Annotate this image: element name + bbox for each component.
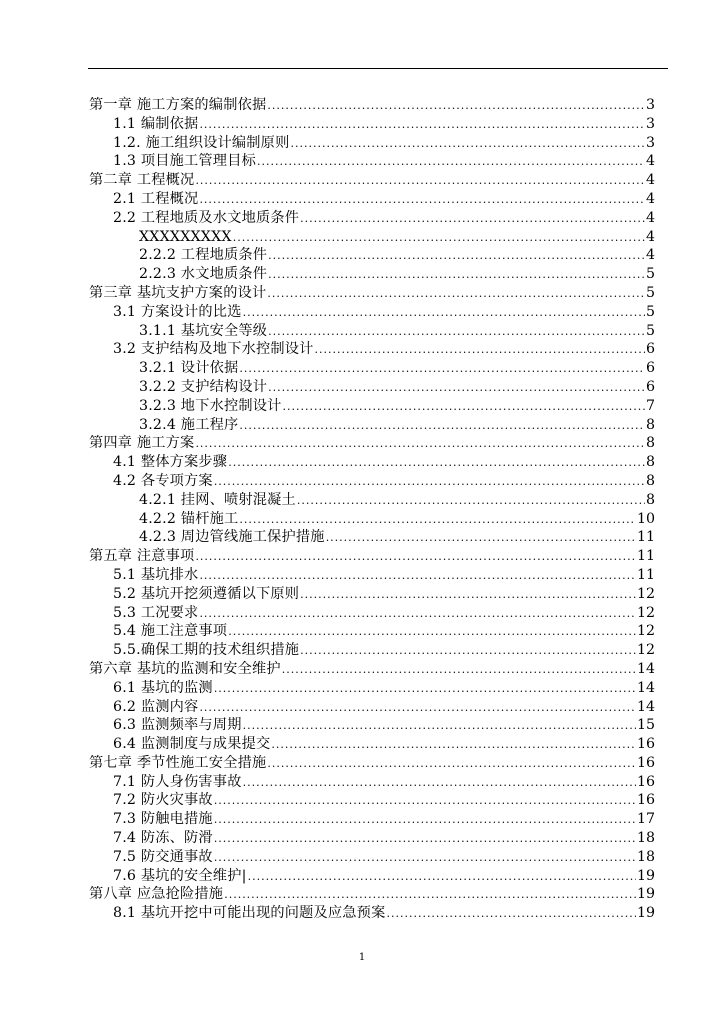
toc-entry-page: 12 <box>636 623 655 640</box>
toc-entry[interactable] <box>89 829 655 848</box>
page-number: 1 <box>358 952 366 963</box>
toc-entry-page: 4 <box>645 172 655 189</box>
toc-entry[interactable] <box>89 378 655 397</box>
toc-entry-title: 4.2.3 周边管线施工保护措施 <box>139 529 325 546</box>
toc-dot-leader <box>282 661 636 680</box>
toc-dot-leader <box>243 717 636 736</box>
toc-dot-leader <box>195 172 645 191</box>
toc-entry-page: 16 <box>636 792 655 809</box>
toc-entry[interactable] <box>89 622 655 641</box>
toc-entry-title: 6.3 监测频率与周期 <box>113 717 242 734</box>
toc-entry-page: 4 <box>645 209 655 226</box>
toc-entry-title: 2.2 工程地质及水文地质条件 <box>113 209 300 226</box>
toc-entry-title: 7.5 防交通事故 <box>113 848 213 865</box>
toc-entry[interactable] <box>89 848 655 867</box>
toc-entry-page: 8 <box>645 416 655 433</box>
toc-dot-leader <box>267 755 636 774</box>
toc-entry[interactable] <box>89 510 655 529</box>
toc-entry-title: 1.1 编制依据 <box>113 115 199 132</box>
toc-entry-title: 5.4 施工注意事项 <box>113 623 228 640</box>
toc-dot-leader <box>214 849 636 868</box>
toc-entry-title: 第二章 工程概况 <box>89 172 195 189</box>
toc-entry-page: 12 <box>636 642 655 659</box>
toc-entry[interactable] <box>89 773 655 792</box>
toc-entry-page: 8 <box>645 454 655 471</box>
toc-entry-title: 第四章 施工方案 <box>89 435 195 452</box>
toc-entry-page: 16 <box>636 754 655 771</box>
toc-entry[interactable] <box>89 641 655 660</box>
toc-entry-page: 8 <box>645 472 655 489</box>
toc-entry-page: 3 <box>645 134 655 151</box>
toc-entry-title: 5.2 基坑开挖须遵循以下原则 <box>113 585 300 602</box>
toc-entry[interactable] <box>89 265 655 284</box>
toc-entry-title: 2.2.2 工程地质条件 <box>139 247 268 264</box>
toc-entry-page: 16 <box>636 736 655 753</box>
toc-dot-leader <box>214 830 636 849</box>
toc-entry-page: 4 <box>645 228 655 245</box>
toc-entry-page: 4 <box>645 247 655 264</box>
toc-entry[interactable] <box>89 416 655 435</box>
toc-entry[interactable] <box>89 322 655 341</box>
toc-entry[interactable] <box>89 491 655 510</box>
toc-entry[interactable] <box>89 303 655 322</box>
toc-dot-leader <box>297 492 645 511</box>
toc-entry[interactable] <box>89 209 655 228</box>
toc-entry-page: 3 <box>645 115 655 132</box>
toc-entry[interactable] <box>89 735 655 754</box>
toc-entry-page: 15 <box>636 717 655 734</box>
toc-entry-title: 1.3 项目施工管理目标 <box>113 153 256 170</box>
toc-entry-title: 7.6 基坑的安全维护| <box>113 867 247 884</box>
toc-dot-leader <box>386 905 635 924</box>
toc-dot-leader <box>214 473 645 492</box>
toc-entry-page: 4 <box>645 153 655 170</box>
toc-entry[interactable] <box>89 867 655 886</box>
toc-dot-leader <box>214 811 636 830</box>
toc-dot-leader <box>268 323 645 342</box>
toc-entry-title: 4.2.2 锚杆施工 <box>139 510 239 527</box>
toc-entry-title: 第五章 注意事项 <box>89 548 195 565</box>
toc-entry-page: 5 <box>645 284 655 301</box>
toc-entry-page: 11 <box>636 566 655 583</box>
toc-entry[interactable] <box>89 566 655 585</box>
toc-entry-page: 14 <box>636 660 655 677</box>
toc-entry[interactable] <box>89 604 655 623</box>
toc-entry[interactable] <box>89 453 655 472</box>
toc-entry[interactable] <box>89 698 655 717</box>
toc-dot-leader <box>228 623 636 642</box>
toc-entry-title: 5.3 工况要求 <box>113 604 199 621</box>
toc-dot-leader <box>239 417 645 436</box>
toc-entry-page: 14 <box>636 698 655 715</box>
toc-entry-title: 6.4 监测制度与成果提交 <box>113 736 271 753</box>
toc-entry-title: 3.1.1 基坑安全等级 <box>139 322 268 339</box>
toc-entry-page: 19 <box>636 867 655 884</box>
toc-entry[interactable] <box>89 96 655 115</box>
toc-entry[interactable] <box>89 904 655 923</box>
toc-entry-page: 5 <box>645 266 655 283</box>
toc-entry-title: 6.2 监测内容 <box>113 698 199 715</box>
toc-entry[interactable] <box>89 152 655 171</box>
toc-entry-title: 3.2.3 地下水控制设计 <box>139 397 282 414</box>
toc-entry-title: 4.2.1 挂网、喷射混凝土 <box>139 491 296 508</box>
toc-entry[interactable] <box>89 791 655 810</box>
toc-entry-title: 3.2.2 支护结构设计 <box>139 378 268 395</box>
toc-entry-title: 4.2 各专项方案 <box>113 472 213 489</box>
toc-entry-title: 5.1 基坑排水 <box>113 566 199 583</box>
toc-dot-leader <box>224 886 636 905</box>
toc-entry[interactable] <box>89 246 655 265</box>
toc-entry-page: 14 <box>636 679 655 696</box>
toc-dot-leader <box>248 868 636 887</box>
toc-entry-title: 2.2.3 水文地质条件 <box>139 266 268 283</box>
toc-entry-page: 16 <box>636 773 655 790</box>
toc-entry-title: 3.2.4 施工程序 <box>139 416 239 433</box>
toc-entry[interactable] <box>89 716 655 735</box>
toc-entry-title: 3.2.1 设计依据 <box>139 360 239 377</box>
toc-entry-title: 第一章 施工方案的编制依据 <box>89 97 267 113</box>
toc-dot-leader <box>271 736 636 755</box>
toc-dot-leader <box>233 229 645 248</box>
toc-entry[interactable] <box>89 885 655 904</box>
toc-entry-page: 11 <box>636 548 655 565</box>
toc-entry-page: 4 <box>645 190 655 207</box>
toc-entry[interactable] <box>89 472 655 491</box>
toc-dot-leader <box>257 153 645 172</box>
toc-entry-page: 17 <box>636 811 655 828</box>
toc-entry[interactable] <box>89 754 655 773</box>
toc-entry-title: 7.3 防触电措施 <box>113 811 213 828</box>
toc-entry-page: 6 <box>645 341 655 358</box>
toc-entry-title: 7.2 防火灾事故 <box>113 792 213 809</box>
toc-entry[interactable] <box>89 134 655 153</box>
toc-entry-title: 第七章 季节性施工安全措施 <box>89 754 267 771</box>
toc-entry[interactable] <box>89 115 655 134</box>
toc-entry-title: 第八章 应急抢险措施 <box>89 886 224 903</box>
toc-dot-leader <box>243 774 636 793</box>
toc-entry[interactable] <box>89 190 655 209</box>
toc-entry[interactable] <box>89 585 655 604</box>
toc-entry-title: XXXXXXXXX <box>139 228 232 245</box>
toc-entry-title: 3.2 支护结构及地下水控制设计 <box>113 341 314 358</box>
toc-entry-page: 6 <box>645 378 655 395</box>
toc-entry[interactable] <box>89 528 655 547</box>
toc-dot-leader <box>228 454 645 473</box>
toc-dot-leader <box>243 304 645 323</box>
toc-dot-leader <box>199 191 645 210</box>
toc-dot-leader <box>300 210 645 229</box>
toc-entry[interactable] <box>89 171 655 190</box>
toc-entry[interactable] <box>89 359 655 378</box>
toc-entry-page: 19 <box>636 886 655 903</box>
toc-entry[interactable] <box>89 810 655 829</box>
toc-entry-title: 第六章 基坑的监测和安全维护 <box>89 660 281 677</box>
toc-dot-leader <box>199 567 636 586</box>
toc-entry-page: 18 <box>636 830 655 847</box>
toc-entry[interactable] <box>89 660 655 679</box>
toc-entry-title: 4.1 整体方案步骤 <box>113 454 228 471</box>
toc-dot-leader <box>195 548 636 567</box>
toc-entry-page: 12 <box>636 604 655 621</box>
toc-entry-page: 3 <box>645 97 655 113</box>
toc-entry-title: 2.1 工程概况 <box>113 190 199 207</box>
toc-entry-page: 8 <box>645 435 655 452</box>
toc-dot-leader <box>283 398 645 417</box>
toc-entry-page: 5 <box>645 322 655 339</box>
toc-entry[interactable] <box>89 547 655 566</box>
toc-dot-leader <box>315 341 645 360</box>
toc-entry[interactable] <box>89 679 655 698</box>
toc-entry[interactable] <box>89 434 655 453</box>
toc-dot-leader <box>239 511 636 530</box>
header-rule <box>88 68 668 69</box>
toc-entry-page: 6 <box>645 360 655 377</box>
toc-dot-leader <box>199 699 636 718</box>
toc-entry-title: 8.1 基坑开挖中可能出现的问题及应急预案 <box>113 905 386 922</box>
toc-dot-leader <box>214 680 636 699</box>
toc-dot-leader <box>326 529 636 548</box>
toc-entry-page: 10 <box>636 510 655 527</box>
toc-entry-title: 6.1 基坑的监测 <box>113 679 213 696</box>
toc-dot-leader <box>268 266 645 285</box>
toc-dot-leader <box>199 605 636 624</box>
toc-entry-page: 18 <box>636 848 655 865</box>
toc-entry[interactable] <box>89 340 655 359</box>
toc-dot-leader <box>267 97 645 116</box>
table-of-contents <box>89 96 655 923</box>
toc-entry[interactable] <box>89 228 655 247</box>
toc-dot-leader <box>300 586 636 605</box>
toc-entry-title: 第三章 基坑支护方案的设计 <box>89 284 267 301</box>
toc-dot-leader <box>290 135 645 154</box>
toc-entry-page: 8 <box>645 491 655 508</box>
toc-entry-title: 1.2. 施工组织设计编制原则 <box>113 134 290 151</box>
toc-dot-leader <box>267 285 645 304</box>
toc-entry[interactable] <box>89 284 655 303</box>
toc-dot-leader <box>300 642 636 661</box>
toc-entry-page: 12 <box>636 585 655 602</box>
toc-entry-page: 5 <box>645 303 655 320</box>
toc-entry[interactable] <box>89 397 655 416</box>
toc-entry-page: 19 <box>636 905 655 922</box>
toc-entry-title: 5.5.确保工期的技术组织措施 <box>113 642 300 659</box>
toc-dot-leader <box>268 379 645 398</box>
toc-entry-title: 7.1 防人身伤害事故 <box>113 773 242 790</box>
toc-entry-title: 7.4 防冻、防滑 <box>113 830 213 847</box>
toc-dot-leader <box>214 792 636 811</box>
toc-dot-leader <box>195 435 645 454</box>
toc-entry-title: 3.1 方案设计的比选 <box>113 303 242 320</box>
toc-dot-leader <box>199 116 645 135</box>
toc-dot-leader <box>268 247 645 266</box>
toc-entry-page: 7 <box>645 397 655 414</box>
toc-entry-page: 11 <box>636 529 655 546</box>
toc-dot-leader <box>239 360 645 379</box>
